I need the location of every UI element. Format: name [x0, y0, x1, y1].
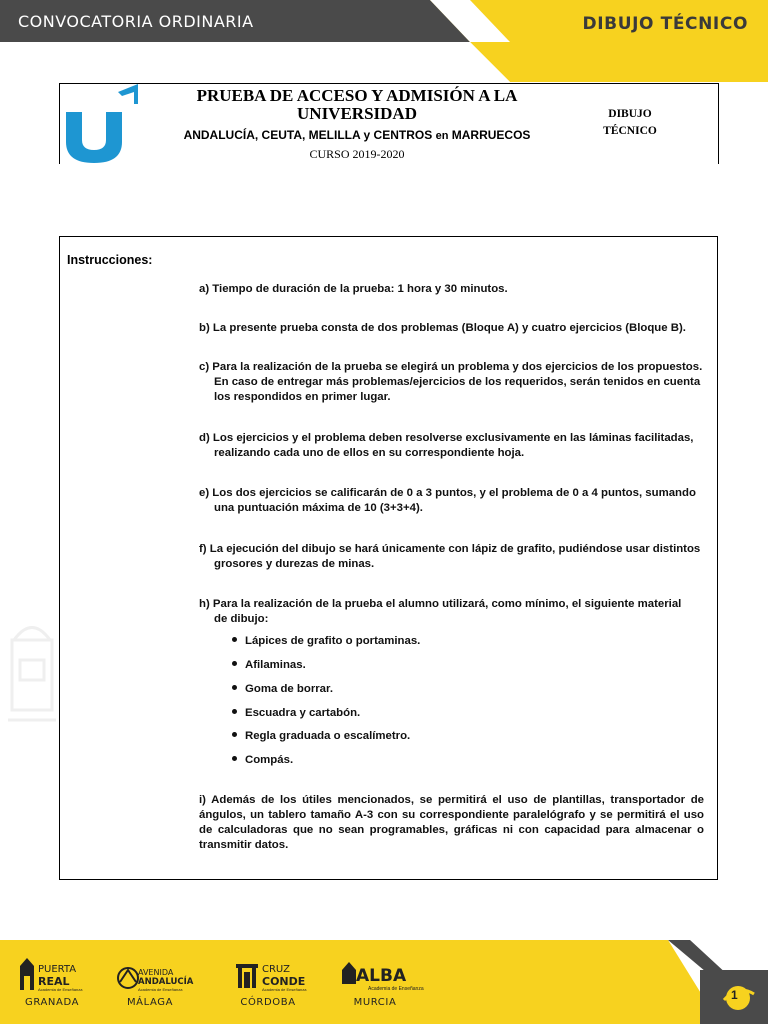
academy-sub: Academia de Enseñanza — [138, 987, 183, 992]
university-logo — [62, 84, 142, 164]
bullet-icon — [232, 756, 237, 761]
instruction-f-line2: grosores y durezas de minas. — [214, 558, 375, 570]
academy-logo-cruz-conde — [232, 958, 262, 992]
material-item — [232, 659, 306, 671]
banner-yellow-wedge — [0, 42, 768, 82]
instruction-i: i) Además de los útiles mencionados, se permitirá el uso de plantillas, transportador de ángulos, un tablero tamaño A-3 con su correspondiente paralelógrafo y se permitirá el uso de calculadoras que no sean programables, gráficas ni con capacidad para almacenar o transmitir datos. — [199, 794, 704, 851]
academy-name-alba: ALBA — [356, 966, 407, 986]
academy-sub: Academia de Enseñanza — [262, 987, 307, 992]
instruction-d-line2: realizando cada uno de ellos en su correspondiente hoja. — [214, 447, 525, 459]
bullet-icon — [232, 732, 237, 737]
region-en: en — [435, 130, 449, 142]
instruction-e-line2: una puntuación máxima de 10 (3+3+4). — [214, 502, 423, 514]
instruction-f — [199, 542, 700, 572]
material-label: Goma de borrar. — [245, 683, 333, 695]
material-item — [232, 707, 360, 719]
exam-session-label: CONVOCATORIA ORDINARIA — [18, 12, 254, 31]
academy-name-conde: CONDE — [262, 975, 306, 988]
material-label: Afilaminas. — [245, 659, 306, 671]
instruction-h — [199, 597, 681, 627]
instruction-c-line3: los respondidos en primer lugar. — [214, 391, 391, 403]
material-label: Lápices de grafito o portaminas. — [245, 635, 421, 647]
city-cordoba: CÓRDOBA — [240, 997, 296, 1008]
material-item — [232, 635, 420, 647]
exam-title-line1: PRUEBA DE ACCESO Y ADMISIÓN A LA — [196, 86, 518, 105]
bullet-icon — [232, 685, 237, 690]
subject-banner-label: DIBUJO TÉCNICO — [582, 14, 748, 34]
page-number: 1 — [731, 988, 738, 1002]
instruction-d — [199, 431, 693, 461]
exam-title — [150, 87, 564, 123]
academy-name-puerta: PUERTA — [38, 964, 77, 975]
material-label: Escuadra y cartabón. — [245, 707, 361, 719]
material-label: Compás. — [245, 754, 294, 766]
instruction-a: a) Tiempo de duración de la prueba: 1 hora y 30 minutos. — [199, 283, 508, 295]
subject-line2: TÉCNICO — [603, 125, 657, 137]
instruction-h-line1: h) Para la realización de la prueba el alumno utilizará, como mínimo, el siguiente material — [199, 598, 682, 610]
exam-course: CURSO 2019-2020 — [309, 147, 405, 161]
academy-name-andalucia: ANDALUCÍA — [138, 977, 194, 987]
academy-name-cruz: CRUZ — [262, 964, 290, 975]
instruction-e-line1: e) Los dos ejercicios se calificarán de 0 a 3 puntos, y el problema de 0 a 4 puntos, sumando — [199, 487, 696, 499]
city-malaga: MÁLAGA — [126, 997, 174, 1008]
academy-sub: Academia de Enseñanza — [368, 986, 424, 992]
exam-region — [150, 128, 564, 142]
instructions-title: Instrucciones: — [67, 253, 153, 267]
bullet-icon — [232, 637, 237, 642]
academy-name-avenida: AVENIDA — [138, 968, 174, 977]
academy-name-real: REAL — [38, 975, 70, 988]
top-banner — [0, 0, 768, 42]
exam-subject — [580, 106, 680, 140]
academy-sub: Academia de Enseñanza — [38, 987, 83, 992]
instruction-h-line2: de dibujo: — [214, 613, 269, 625]
material-item — [232, 754, 293, 766]
instruction-c-line1: c) Para la realización de la prueba se elegirá un problema y dos ejercicios de los propuestos. — [199, 361, 703, 373]
instruction-c — [199, 360, 702, 405]
instruction-b: b) La presente prueba consta de dos problemas (Bloque A) y cuatro ejercicios (Bloque B). — [199, 322, 686, 334]
material-item — [232, 683, 333, 695]
city-murcia: MURCIA — [353, 997, 397, 1008]
bullet-icon — [232, 709, 237, 714]
bullet-icon — [232, 661, 237, 666]
instruction-d-line1: d) Los ejercicios y el problema deben resolverse exclusivamente en las láminas facilitadas, — [199, 432, 694, 444]
material-label: Regla graduada o escalímetro. — [245, 730, 411, 742]
instruction-c-line2: En caso de entregar más problemas/ejercicios de los requeridos, serán tenidos en cuenta — [214, 376, 701, 388]
region-prefix: ANDALUCÍA, CEUTA, MELILLA y CENTROS — [183, 128, 433, 142]
instruction-f-line1: f) La ejecución del dibujo se hará únicamente con lápiz de grafito, pudiéndose usar distintos — [199, 543, 701, 555]
page-badge-icon — [720, 980, 756, 1016]
region-suffix: MARRUECOS — [451, 128, 531, 142]
subject-line1: DIBUJO — [608, 108, 652, 120]
instruction-e — [199, 486, 696, 516]
material-item — [232, 730, 410, 742]
exam-title-line2: UNIVERSIDAD — [297, 104, 417, 123]
city-granada: GRANADA — [24, 997, 80, 1008]
